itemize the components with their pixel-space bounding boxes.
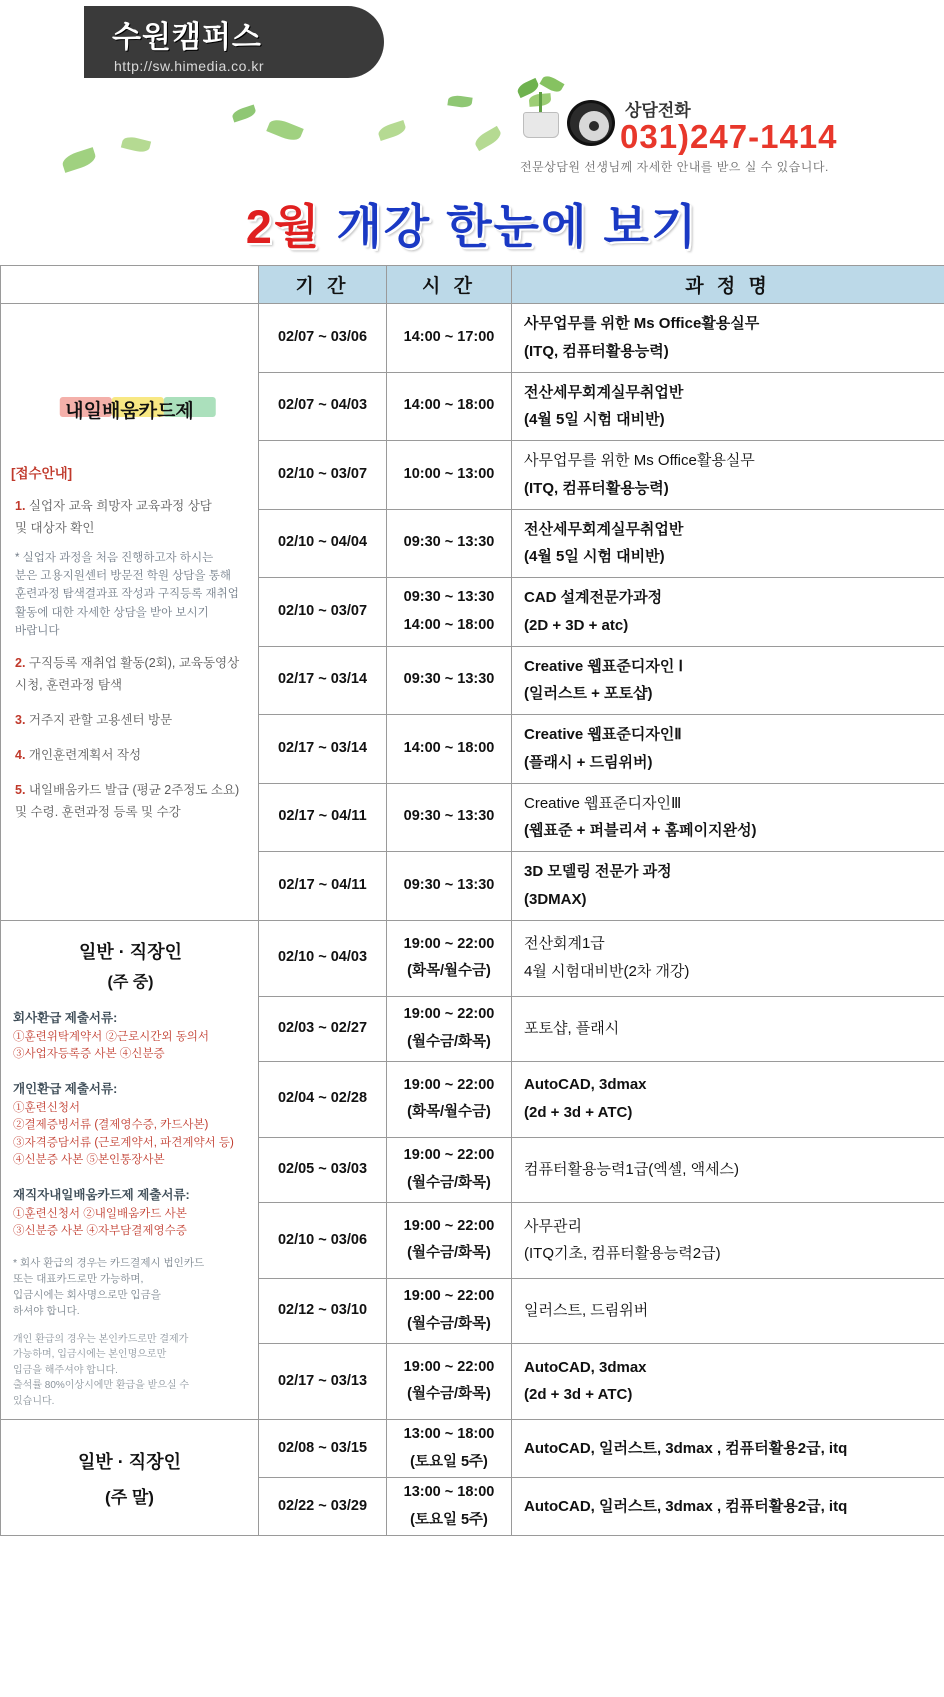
notice-list [11, 496, 248, 824]
cell-time: 14:00 ~ 17:00 [387, 304, 512, 373]
doc-block [13, 1185, 248, 1241]
table-row [1, 1420, 944, 1478]
leaf-icon [473, 126, 504, 151]
leaf-icon [60, 147, 97, 173]
page-header [0, 0, 944, 265]
page-title [0, 190, 944, 257]
doc-lines: ①훈련신청서 ②결제증빙서류 (결제영수증, 카드사본) ③자격증담서류 (근로계약서, 파견계약서 등) ④신분증 사본 ⑤본인통장사본 [13, 1102, 234, 1166]
leaf-icon [266, 116, 304, 144]
weekday-tag-line1: 일반 · 직장인 [79, 941, 182, 962]
weekday-foot-note: * 회사 환급의 경우는 카드결제시 법인카드 또는 대표카드로만 가능하며, 입금시에는 회사명으로만 입금을 하셔야 합니다. [13, 1256, 205, 1318]
cell-course: 전산세무회계실무취업반 (4월 5일 시험 대비반) [512, 509, 944, 578]
cell-course: AutoCAD, 3dmax (2d + 3d + ATC) [512, 1061, 944, 1137]
cell-course: AutoCAD, 일러스트, 3dmax , 컴퓨터활용2급, itq [512, 1420, 944, 1478]
notice-item: 2. 구직등록 재취업 활동(2회), 교육동영상 시청, 훈련과정 탐색 [15, 656, 240, 693]
cell-course: 전산세무회계실무취업반 (4월 5일 시험 대비반) [512, 372, 944, 441]
cell-time: 09:30 ~ 13:30 [387, 509, 512, 578]
cell-course: Creative 웹표준디자인 Ⅰ (일러스트 + 포토샵) [512, 646, 944, 715]
cell-time: 09:30 ~ 13:30 [387, 783, 512, 852]
notice-item: 4. 개인훈련계획서 작성 [15, 748, 142, 763]
card-title: 내일배움카드제 [61, 395, 197, 424]
weekday-tag-line2: (주 중) [107, 973, 154, 991]
side-panel-weekend [1, 1421, 258, 1534]
card-sub-note: * 실업자 과정을 처음 진행하고자 하시는 분은 고용지원센터 방문전 학원 상담을 통해 훈련과정 탐색결과표 작성과 구직등록 재취업 활동에 대한 자세한 상담을 받아 보시기 바랍니다 [15, 551, 239, 638]
cell-time: 10:00 ~ 13:00 [387, 441, 512, 510]
cell-time: 19:00 ~ 22:00 (월수금/화목) [387, 1278, 512, 1343]
page-title-rest: 개강 한눈에 보기 [336, 200, 699, 253]
phone-number: 031)247-1414 [620, 118, 838, 155]
campus-url: http://sw.himedia.co.kr [114, 58, 265, 74]
side-panel-weekday [1, 921, 258, 1420]
cell-course: 사무업무를 위한 Ms Office활용실무 (ITQ, 컴퓨터활용능력) [512, 304, 944, 373]
cell-time: 13:00 ~ 18:00 (토요일 5주) [387, 1420, 512, 1478]
cell-time: 14:00 ~ 18:00 [387, 715, 512, 784]
table-row [1, 920, 944, 996]
cell-period: 02/17 ~ 03/14 [259, 646, 387, 715]
cell-period: 02/10 ~ 04/04 [259, 509, 387, 578]
plant-icon [515, 78, 567, 138]
header-blank [1, 266, 259, 304]
weekend-tag-line2: (주 말) [105, 1488, 154, 1508]
cell-time: 19:00 ~ 22:00 (화목/월수금) [387, 920, 512, 996]
cell-course: 일러스트, 드림위버 [512, 1278, 944, 1343]
telephone-icon [567, 100, 615, 146]
cell-period: 02/10 ~ 04/03 [259, 920, 387, 996]
cell-course: AutoCAD, 일러스트, 3dmax , 컴퓨터활용2급, itq [512, 1478, 944, 1536]
notice-item: 1. 실업자 교육 희망자 교육과정 상담 및 대상자 확인 [15, 498, 212, 535]
campus-badge [84, 6, 384, 78]
cell-time: 19:00 ~ 22:00 (화목/월수금) [387, 1061, 512, 1137]
doc-title: 재직자내일배움카드제 제출서류: [13, 1188, 190, 1202]
cell-time: 19:00 ~ 22:00 (월수금/화목) [387, 1137, 512, 1202]
weekday-tag [13, 937, 248, 992]
doc-block [13, 1008, 248, 1064]
weekend-tag-line1: 일반 · 직장인 [78, 1452, 181, 1473]
doc-lines: ①훈련위탁계약서 ②근로시간외 동의서 ③사업자등록증 사본 ④신분증 [13, 1030, 210, 1060]
campus-title: 수원캠퍼스 [112, 21, 262, 54]
cell-period: 02/10 ~ 03/07 [259, 578, 387, 647]
section-side-cell [1, 1420, 259, 1536]
schedule-table [0, 265, 944, 1536]
cell-period: 02/07 ~ 03/06 [259, 304, 387, 373]
cell-period: 02/08 ~ 03/15 [259, 1420, 387, 1478]
header-course: 과 정 명 [512, 266, 944, 304]
cell-course: 사무업무를 위한 Ms Office활용실무 (ITQ, 컴퓨터활용능력) [512, 441, 944, 510]
cell-course: Creative 웹표준디자인Ⅲ (웹표준 + 퍼블리셔 + 홈페이지완성) [512, 783, 944, 852]
section-side-cell [1, 920, 259, 1420]
cell-course: 3D 모델링 전문가 과정 (3DMAX) [512, 852, 944, 921]
consult-label: 상담전화 [625, 101, 691, 120]
leaf-icon [121, 135, 151, 154]
cell-time: 19:00 ~ 22:00 (월수금/화목) [387, 1343, 512, 1419]
cell-time: 19:00 ~ 22:00 (월수금/화목) [387, 996, 512, 1061]
notice-item: 3. 거주지 관할 고용센터 방문 [15, 713, 173, 728]
doc-lines: ①훈련신청서 ②내일배움카드 사본 ③신분증 사본 ④자부담결제영수증 [13, 1208, 187, 1238]
cell-period: 02/10 ~ 03/06 [259, 1202, 387, 1278]
doc-block [13, 1079, 248, 1169]
cell-course: Creative 웹표준디자인Ⅱ (플래시 + 드림위버) [512, 715, 944, 784]
cell-period: 02/17 ~ 04/11 [259, 783, 387, 852]
notice-item: 5. 내일배움카드 발급 (평균 2주정도 소요) 및 수령. 훈련과정 등록 및 수강 [15, 782, 240, 819]
cell-course: 사무관리 (ITQ기초, 컴퓨터활용능력2급) [512, 1202, 944, 1278]
cell-period: 02/17 ~ 03/14 [259, 715, 387, 784]
table-body [1, 304, 944, 1536]
page-title-month: 2월 [245, 200, 322, 253]
cell-course: CAD 설계전문가과정 (2D + 3D + atc) [512, 578, 944, 647]
header-period: 기 간 [259, 266, 387, 304]
doc-title: 회사환급 제출서류: [13, 1010, 118, 1025]
side-panel-card [1, 377, 258, 847]
cell-period: 02/17 ~ 04/11 [259, 852, 387, 921]
cell-time: 09:30 ~ 13:30 [387, 852, 512, 921]
leaf-icon [231, 105, 257, 123]
section-side-cell [1, 304, 259, 921]
cell-course: AutoCAD, 3dmax (2d + 3d + ATC) [512, 1343, 944, 1419]
header-time: 시 간 [387, 266, 512, 304]
cell-period: 02/05 ~ 03/03 [259, 1137, 387, 1202]
cell-period: 02/17 ~ 03/13 [259, 1343, 387, 1419]
table-header-row [1, 266, 944, 304]
leaf-icon [377, 120, 408, 141]
cell-time: 19:00 ~ 22:00 (월수금/화목) [387, 1202, 512, 1278]
cell-period: 02/22 ~ 03/29 [259, 1478, 387, 1536]
cell-period: 02/12 ~ 03/10 [259, 1278, 387, 1343]
cell-period: 02/04 ~ 02/28 [259, 1061, 387, 1137]
doc-title: 개인환급 제출서류: [13, 1082, 118, 1096]
cell-period: 02/03 ~ 02/27 [259, 996, 387, 1061]
cell-course: 포토샵, 플래시 [512, 996, 944, 1061]
notice-head: [접수안내] [11, 465, 73, 481]
cell-time: 13:00 ~ 18:00 (토요일 5주) [387, 1478, 512, 1536]
consult-note: 전문상담원 선생님께 자세한 안내를 받으 실 수 있습니다. [520, 160, 829, 174]
cell-time: 09:30 ~ 13:30 [387, 646, 512, 715]
cell-period: 02/07 ~ 04/03 [259, 372, 387, 441]
cell-period: 02/10 ~ 03/07 [259, 441, 387, 510]
cell-time: 14:00 ~ 18:00 [387, 372, 512, 441]
leaf-icon [447, 94, 472, 108]
cell-course: 전산회계1급 4월 시험대비반(2차 개강) [512, 920, 944, 996]
cell-time: 09:30 ~ 13:30 14:00 ~ 18:00 [387, 578, 512, 647]
weekday-foot-note-2: 개인 환급의 경우는 본인카드로만 결제가 가능하며, 입금시에는 본인명으로만 입금을 해주셔야 합니다. 출석률 80%이상시에만 환급을 받으실 수 있습니다. [13, 1333, 190, 1407]
table-row [1, 304, 944, 373]
cell-course: 컴퓨터활용능력1급(엑셀, 액세스) [512, 1137, 944, 1202]
